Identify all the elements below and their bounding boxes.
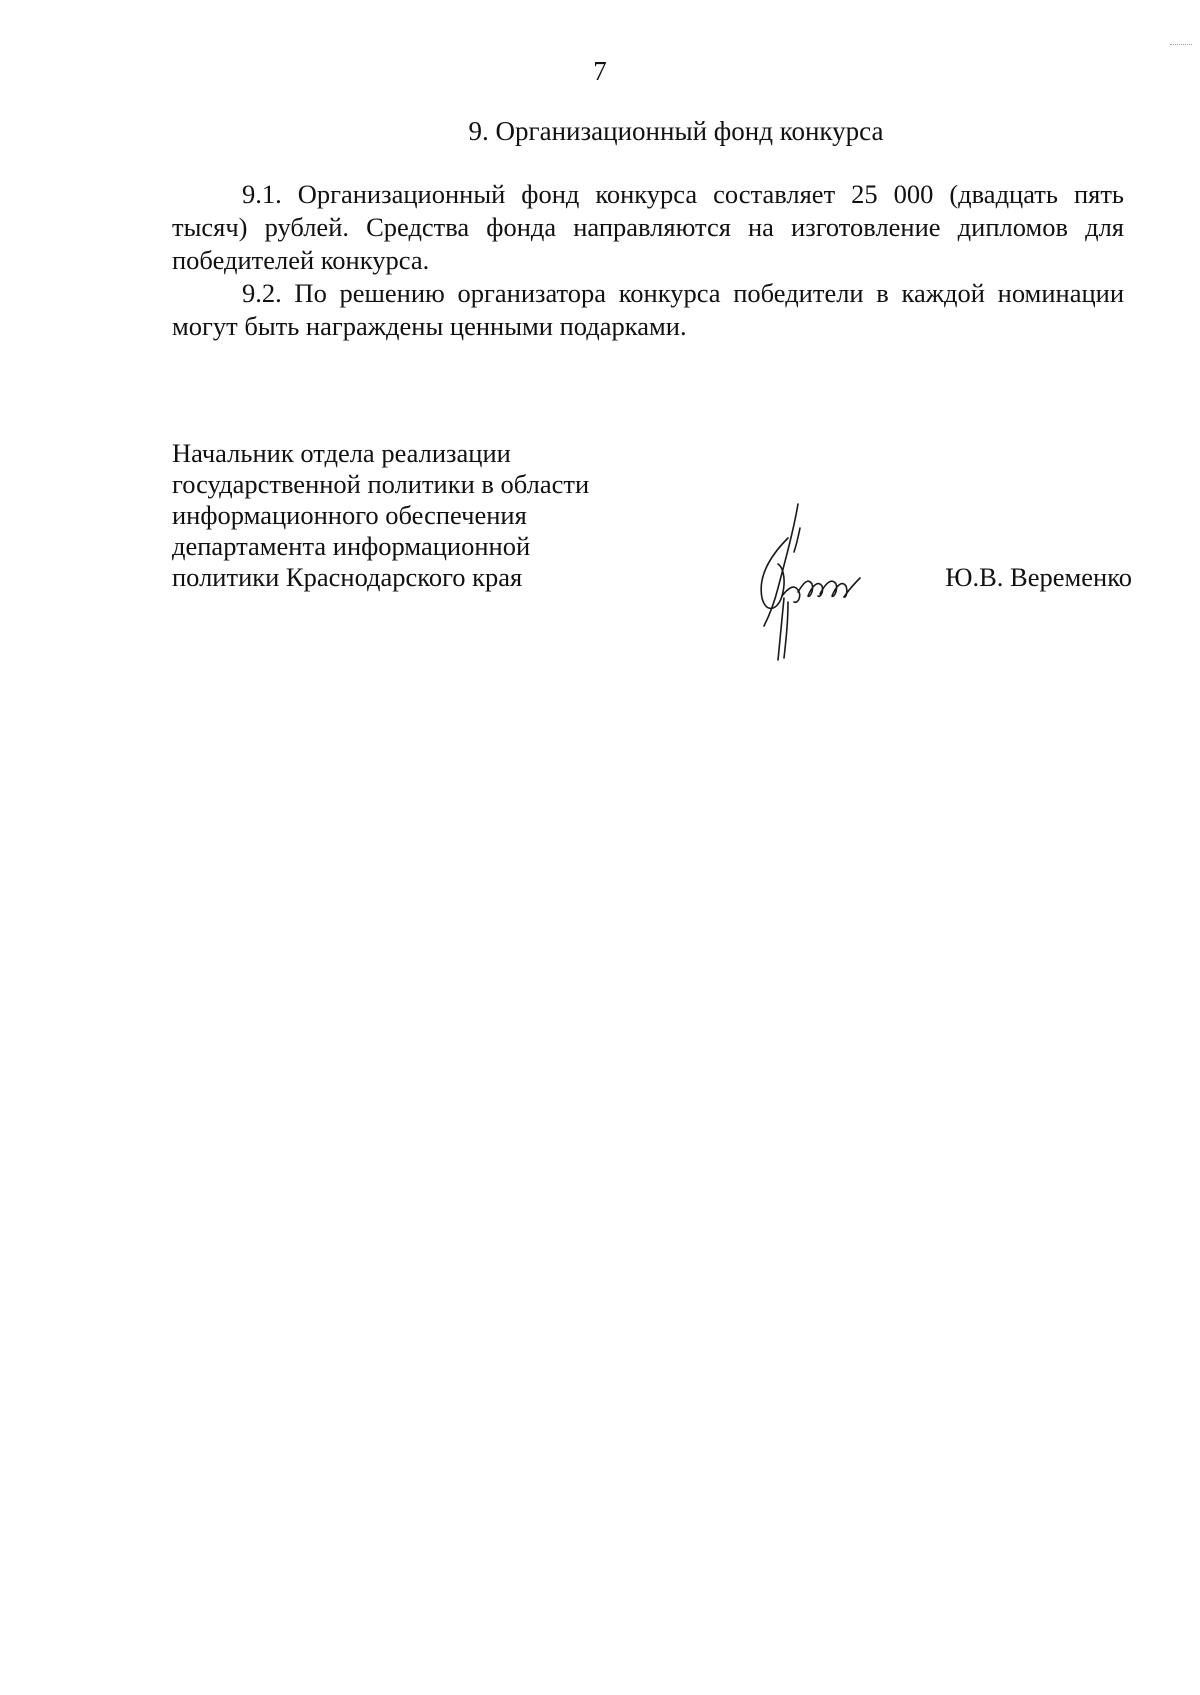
section-body bbox=[172, 178, 1124, 343]
position-line: департамента информационной bbox=[172, 531, 531, 561]
scan-artifact bbox=[1170, 44, 1192, 48]
position-line: государственной политики в области bbox=[172, 469, 590, 499]
position-line: информационного обеспечения bbox=[172, 500, 527, 530]
position-line: Начальник отдела реализации bbox=[172, 438, 511, 468]
signer-name: Ю.В. Веременко bbox=[945, 562, 1132, 592]
paragraph-9-2: 9.2. По решению организатора конкурса победители в каждой номинации могут быть награждены ценными подарками. bbox=[172, 278, 1124, 341]
paragraph-9-1: 9.1. Организационный фонд конкурса составляет 25 000 (двадцать пять тысяч) рублей. Средства фонда направляются на изготовление дипломов для победителей конкурса. bbox=[172, 179, 1124, 275]
handwritten-signature bbox=[728, 498, 868, 668]
position-line: политики Краснодарского края bbox=[172, 562, 523, 592]
section-title: 9. Организационный фонд конкурса bbox=[468, 116, 884, 146]
page-number: 7 bbox=[593, 56, 607, 86]
signer-position bbox=[172, 438, 642, 593]
signature-block bbox=[172, 438, 1132, 678]
